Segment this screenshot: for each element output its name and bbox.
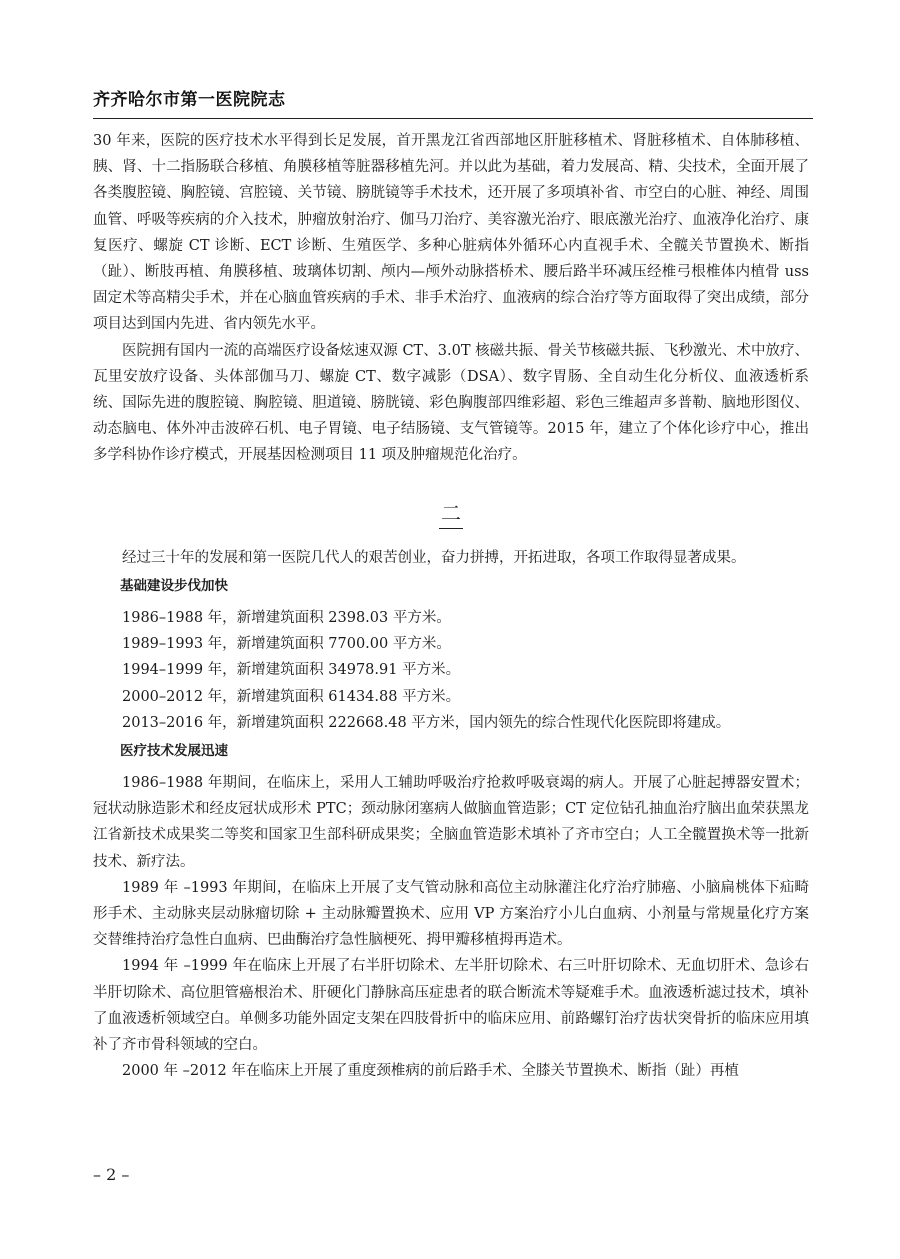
tech-paragraph: 1989 年 –1993 年期间，在临床上开展了支气管动脉和高位主动脉灌注化疗治疗肺癌、小脑扁桃体下疝畸形手术、主动脉夹层动脉瘤切除 + 主动脉瓣置换术、应用 VP 方案治疗小儿白血病、小剂量与常规量化疗方案交替维持治疗急性白血病、巴曲酶治疗急性脑梗死、拇甲瓣移植拇再造术。 <box>93 879 809 949</box>
section-number: 二 <box>439 499 463 529</box>
construction-item: 2000–2012 年，新增建筑面积 61434.88 平方米。 <box>122 688 461 705</box>
tech-paragraph: 1994 年 –1999 年在临床上开展了右半肝切除术、左半肝切除术、右三叶肝切除术、无血切肝术、急诊右半肝切除术、高位胆管癌根治术、肝硬化门静脉高压症患者的联合断流术等疑难手术。血液透析滤过技术，填补了血液透析领域空白。单侧多功能外固定支架在四肢骨折中的临床应用、前路螺钉治疗齿状突骨折的临床应用填补了齐市骨科领域的空白。 <box>93 958 809 1054</box>
book-title: 齐齐哈尔市第一医院院志 <box>93 90 286 110</box>
section-heading <box>93 499 809 529</box>
running-header <box>93 88 813 112</box>
page-body <box>93 128 809 1085</box>
subheading-technology: 医疗技术发展迅速 <box>120 743 228 760</box>
header-rule <box>93 118 813 119</box>
construction-item: 1994–1999 年，新增建筑面积 34978.91 平方米。 <box>122 662 461 679</box>
page-number: – 2 – <box>93 1165 130 1184</box>
paragraph-equipment: 医院拥有国内一流的高端医疗设备炫速双源 CT、3.0T 核磁共振、骨关节核磁共振、飞秒激光、术中放疗、瓦里安放疗设备、头体部伽马刀、螺旋 CT、数字减影（DSA）、数字胃肠、全自动生化分析仪、血液透析系统、国际先进的腹腔镜、胸腔镜、胆道镜、膀胱镜、彩色胸腹部四维彩超、彩色三维超声多普勒、脑地形图仪、动态脑电、体外冲击波碎石机、电子胃镜、电子结肠镜、支气管镜等。2015 年，建立了个体化诊疗中心，推出多学科协作诊疗模式，开展基因检测项目 11 项及肿瘤规范化治疗。 <box>93 342 809 464</box>
construction-item: 1986–1988 年，新增建筑面积 2398.03 平方米。 <box>122 610 451 627</box>
tech-paragraph: 2000 年 –2012 年在临床上开展了重度颈椎病的前后路手术、全膝关节置换术、断指（趾）再植 <box>122 1063 739 1080</box>
paragraph-achievements: 30 年来，医院的医疗技术水平得到长足发展，首开黑龙江省西部地区肝脏移植术、肾脏移植术、自体肺移植、胰、肾、十二指肠联合移植、角膜移植等脏器移植先河。并以此为基础，着力发展高、精、尖技术，全面开展了各类腹腔镜、胸腔镜、宫腔镜、关节镜、膀胱镜等手术技术，还开展了多项填补省、市空白的心脏、神经、周围血管、呼吸等疾病的介入技术，肿瘤放射治疗、伽马刀治疗、美容激光治疗、眼底激光治疗、血液净化治疗、康复医疗、螺旋 CT 诊断、ECT 诊断、生殖医学、多种心脏病体外循环心内直视手术、全髋关节置换术、断指（趾）、断肢再植、角膜移植、玻璃体切割、颅内—颅外动脉搭桥术、腰后路半环减压经椎弓根椎体内植骨 uss 固定术等高精尖手术，并在心脑血管疾病的手术、非手术治疗、血液病的综合治疗等方面取得了突出成绩，部分项目达到国内先进、省内领先水平。 <box>93 133 809 333</box>
subheading-construction: 基础建设步伐加快 <box>120 578 228 595</box>
construction-item: 1989–1993 年，新增建筑面积 7700.00 平方米。 <box>122 636 451 653</box>
tech-paragraph: 1986–1988 年期间，在临床上，采用人工辅助呼吸治疗抢救呼吸衰竭的病人。开展了心脏起搏器安置术；冠状动脉造影术和经皮冠状成形术 PTC；颈动脉闭塞病人做脑血管造影；CT 定位钻孔抽血治疗脑出血荣获黑龙江省新技术成果奖二等奖和国家卫生部科研成果奖；全脑血管造影术填补了齐市空白；人工全髋置换术等一批新技术、新疗法。 <box>93 775 809 870</box>
construction-item: 2013–2016 年，新增建筑面积 222668.48 平方米，国内领先的综合性现代化医院即将建成。 <box>122 714 731 731</box>
section-intro: 经过三十年的发展和第一医院几代人的艰苦创业，奋力拼搏，开拓进取，各项工作取得显著成果。 <box>122 549 746 566</box>
